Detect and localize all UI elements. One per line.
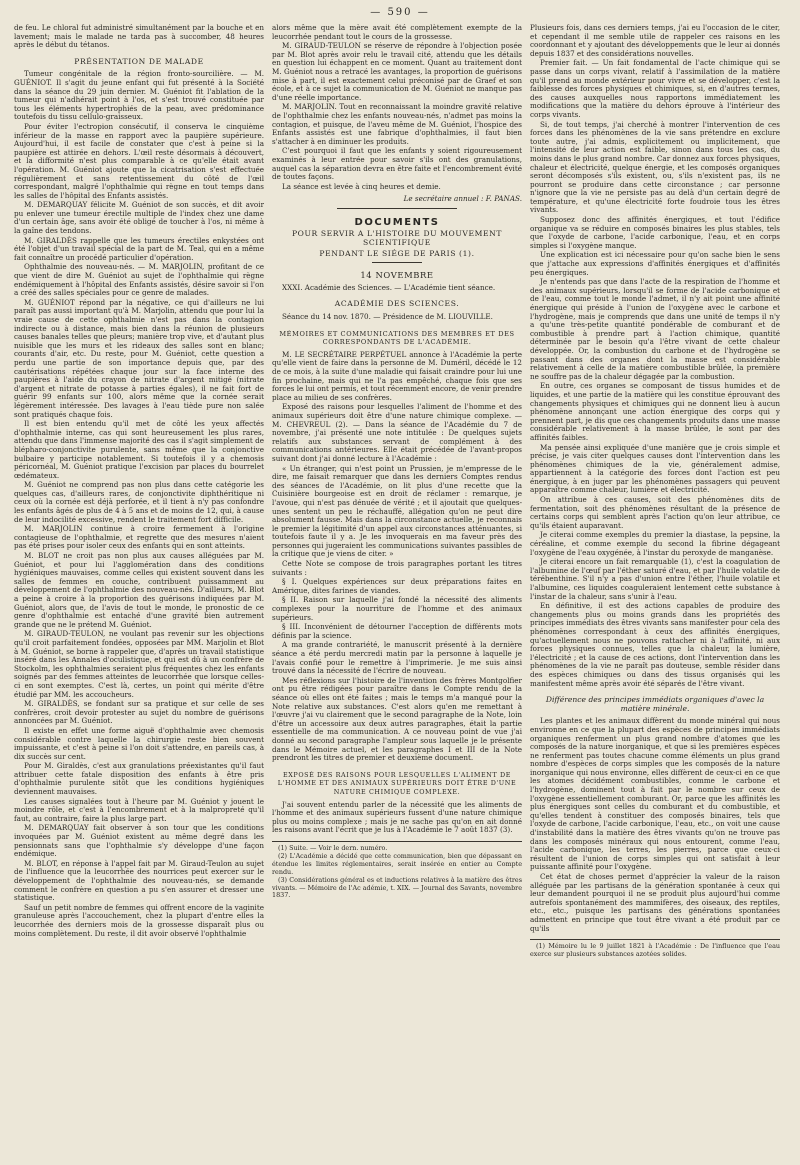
paragraph: M. DEMARQUAY fait observer à son tour que les conditions invoquées par M. Guéniot existent au même degré dans les pensionnats sans que l'ophthalmie s'y développe d'une façon endémique. xyxy=(14,823,264,859)
paragraph: Premier fait. — Un fait fondamental de l'acte chimique qui se passe dans un corps vivant, relatif à l'assimilation de la matière qu'il prend au monde extérieur pour vivre et se développer, c'est la faiblesse des forces physiques et chimiques, si, en d'autres termes, des causes auxquelles nous rapportons immédiatement les modifications que la matière du dehors éprouve à l'intérieur des corps vivants. xyxy=(530,58,780,119)
paragraph: Il est bien entendu qu'il met de côté les yeux affectés d'ophthalmie interne, cas qui sont heureusement les plus rares, attendu que dans l'immense majorité des cas il s'agit simplement de blépharo-conjonctivite purulente, sans même que la conjonctive bulbaire y participe notablement. Si toutefois il y a chemosis péricornéal, M. Guéniot pratique l'excision par places du bourrelet œdémateux. xyxy=(14,419,264,480)
paragraph: M. GUÉNIOT répond par la négative, ce qui d'ailleurs ne lui paraît pas aussi important qu'à M. Marjolin, attendu que pour lui la vraie cause de cette ophthalmie n'est pas dans la contagion indirecte ou à distance, mais bien dans la réunion de plusieurs causes banales telles que pleurs; manière trop vive, et d'autant plus nuisible que les murs et les rideaux des salles sont en blanc; courants d'air, etc. Du reste, pour M. Guéniot, cette question a perdu une partie de son importance depuis que, par des cautérisations répétées chaque jour sur la face interne des paupières à l'aide du crayon de nitrate d'argent mitigé (nitrate d'argent et nitrate de potasse à parties égales), il ne fait fort de guérir 99 enfants sur 100, alors même que la cornée serait légèrement intéressée. Des lavages à l'eau tiède pure non salée sont pratiqués chaque fois. xyxy=(14,297,264,419)
paragraph: Ma pensée ainsi expliquée d'une manière que je crois simple et précise, je vais citer quelques causes dont l'intervention dans les phénomènes chimiques de la vie, généralement admise, appartiennent à la catégorie des forces dont l'action est peu énergique, à en juger par les phénomènes passagers qui peuvent apparaître comme chaleur, lumière et électricité. xyxy=(530,442,780,495)
paragraph: Ophthalmie des nouveau-nés. — M. MARJOLIN, profitant de ce que vient de dire M. Guéniot au sujet de l'ophthalmie qui règne endémiquement à l'hôpital des Enfants assistés, désire savoir si l'on a créé des salles spéciales pour ce genre de malades. xyxy=(14,262,264,298)
paragraph: Sauf un petit nombre de femmes qui offrent encore de la vaginite granuleuse après l'accouchement, chez la plupart d'entre elles la leucorrhée des derniers mois de la grossesse disparaît plus ou moins complètement. Du reste, il dit avoir observé l'ophthalmie xyxy=(14,902,264,938)
paragraph: M. MARJOLIN continue à croire fermement à l'origine contagieuse de l'ophthalmie, et regrette que des mesures n'aient pas été prises pour isoler ceux des enfants qui en sont atteints. xyxy=(14,524,264,551)
paragraph: A ma grande contrariété, le manuscrit présenté à la dernière séance a été perdu mercredi matin par la personne à laquelle je l'avais confié pour le remettre à l'imprimerie. Je me suis ainsi trouvé dans la nécessité de l'écrire de nouveau. xyxy=(272,640,522,676)
paragraph: J'ai souvent entendu parler de la nécessité que les aliments de l'homme et des animaux supérieurs fussent d'une nature chimique plus ou moins complexe ; mais je ne sache pas qu'on en ait donné les raisons avant l'écrit que je lus à l'Académie le 7 août 1837 (3). xyxy=(272,799,522,835)
documents-subtitle: POUR SERVIR A L'HISTOIRE DU MOUVEMENT SCIENTIFIQUE xyxy=(291,229,503,248)
paragraph: M. BLOT, en réponse à l'appel fait par M. Giraud-Teulon au sujet de l'influence que la leucorrhée des nourrices peut exercer sur le développement de l'ophthalmie des nouveau-nés, se demande comment le confrère en question a pu s'en assurer et dresser une statistique. xyxy=(14,858,264,903)
column-1 xyxy=(14,24,264,1154)
paragraph: § II. Raison sur laquelle j'ai fondé la nécessité des aliments complexes pour la nourriture de l'homme et des animaux supérieurs. xyxy=(272,595,522,622)
paragraph: Cette Note se compose de trois paragraphes portant les titres suivants : xyxy=(272,559,522,577)
paragraph: La séance est levée à cinq heures et demie. xyxy=(282,181,441,191)
paragraph: Il existe en effet une forme aiguë d'ophthalmie avec chemosis considérable contre laquelle la chirurgie reste bien souvent impuissante, et c'est à peine si l'on doit s'attendre, en pareils cas, à dix succès sur cent. xyxy=(14,725,264,761)
paragraph: M. MARJOLIN. Tout en reconnaissant la moindre gravité relative de l'ophthalmie chez les enfants nouveau-nés, n'admet pas moins la contagion, et puisque, de l'aveu même de M. Guéniot, l'hospice des Enfants assistés est une fabrique d'ophthalmies, il faut bien s'attacher à en diminuer les produits. xyxy=(272,102,522,146)
footnote: (1) Mémoire lu le 9 juillet 1821 à l'Académie : De l'influence que l'eau exerce sur plusieurs substances azotées solides. xyxy=(530,942,780,958)
paragraph: Je citerai encore un fait remarquable (1), c'est la coagulation de l'albumine de l'œuf par l'éther saturé d'eau, et par l'huile volatile de térébenthine. S'il n'y a pas d'union entre l'éther, l'huile volatile et l'albumine, ces liquides coaguleraient lentement cette substance à l'instar de la chaleur, sans s'unir à l'eau. xyxy=(530,557,780,601)
paragraph: On attribue à ces causes, soit des phénomènes dits de fermentation, soit des phénomènes résultant de la présence de certains corps qui semblent après l'action qu'on leur attribue, ce qu'ils étaient auparavant. xyxy=(530,495,780,530)
paragraph: Une explication est ici nécessaire pour qu'on sache bien le sens que j'attache aux expressions d'affinités énergiques et d'affinités peu énergiques. xyxy=(530,250,780,277)
paragraph: Pour M. Giraldès, c'est aux granulations préexistantes qu'il faut attribuer cette fatale disposition des enfants à être pris d'ophthalmie purulente sitôt que les conditions hygiéniques deviennent mauvaises. xyxy=(14,761,264,797)
paragraph: Pour éviter l'ectropion consécutif, il conserva le cinquième inférieur de la masse en rapport avec la paupière supérieure. Aujourd'hui, il est facile de constater que c'est à peine si la paupière est attirée en dehors. L'œil reste désormais à découvert, et la difformité n'est plus comparable à ce qu'elle était avant l'opération. M. Guéniot ajoute que la cicatrisation s'est effectuée régulièrement et sans retentissement du côté de l'œil correspondant, malgré l'ophthalmie qui règne en tout temps dans les salles de l'hôpital des Enfants assistés. xyxy=(14,121,264,200)
paragraph: En outre, ces organes se composant de tissus humides et de liquides, et une partie de la matière qui les constitue éprouvant des changements physiques et chimiques qui ne donnent lieu à aucun phénomène annonçant une action énergique des corps qui y prennent part, je dis que ces changements produits dans une masse considérable relativement à la masse brûlée, le sont par des affinités faibles. xyxy=(530,381,780,442)
paragraph: Mes réflexions sur l'histoire de l'invention des frères Montgolfier ont pu être rédigées pour paraître dans le Compte rendu de la séance où elles ont été faites ; mais le temps m'a manqué pour la Note relative aux substances. C'est alors qu'en me remettant à l'œuvre j'ai vu clairement que le second paragraphe de la Note, loin d'être un accessoire aux deux autres paragraphes, était la partie essentielle de ma communication. A ce nouveau point de vue j'ai donné au second paragraphe l'ampleur sous laquelle je le présente dans le Mémoire actuel, et les paragraphes I et III de la Note prendront les titres de premier et deuxième document. xyxy=(272,675,522,763)
secretary-signature: Le secrétaire annuel : F. PANAS. xyxy=(403,194,522,204)
documents-title: DOCUMENTS xyxy=(354,216,440,228)
footnotes xyxy=(272,841,522,900)
paragraph: Les causes signalées tout à l'heure par M. Guéniot y jouent le moindre rôle, et c'est à l'encombrement et à la malpropreté qu'il faut, au contraire, faire la plus large part. xyxy=(14,796,264,823)
paragraph: alors même que la mère avait été complètement exempte de la leucorrhée pendant tout le cours de la grossesse. xyxy=(272,24,522,41)
paragraph: § I. Quelques expériences sur deux préparations faites en Amérique, dites farines de viandes. xyxy=(272,577,522,595)
paragraph: M. GIRALDÈS rappelle que les tumeurs érectiles enkystées ont été l'objet d'un travail spécial de la part de M. Teal, qui en a même fait connaître un procédé particulier d'opération. xyxy=(14,235,264,262)
paragraph: Séance du 14 nov. 1870. — Présidence de M. LIOUVILLE. xyxy=(282,312,493,322)
divider xyxy=(337,208,457,209)
text-columns xyxy=(14,24,786,1154)
footnotes xyxy=(530,939,780,958)
paragraph: En définitive, il est des actions capables de produire des changements plus ou moins grands dans les propriétés des principes immédiats des êtres vivants sans manifester pour cela des phénomènes correspondant à ceux des affinités énergiques, qu'actuellement nous ne pouvons rattacher ni à l'affinité, ni aux forces physiques connues, telles que la chaleur, la lumière, l'électricité ; et la cause de ces actions, dont l'intervention dans les phénomènes de la vie ne paraît pas douteuse, semble résider dans des espèces chimiques ou dans des tissus organisés qui les manifestent même après avoir été séparés de l'être vivant. xyxy=(530,601,780,688)
paragraph: Exposé des raisons pour lesquelles l'aliment de l'homme et des animaux supérieurs doit être d'une nature chimique complexe. — M. CHEVREUL (2). — Dans la séance de l'Académie du 7 de novembre, j'ai présenté une note intitulée : De quelques sujets relatifs aux substances servant de complément à des communications antérieures. Elle était précédée de l'avant-propos suivant dont j'ai donné lecture à l'Académie : xyxy=(272,402,522,463)
paragraph: Je citerai comme exemples du premier la diastase, la pepsine, la céréaline, et comme exemple du second la fibrine dégageant l'oxygène de l'eau oxygénée, à l'instar du peroxyde de manganèse. xyxy=(530,530,780,557)
paragraph: M. BLOT ne croit pas non plus aux causes alléguées par M. Guéniot, et pour lui l'agglomération dans des conditions hygiéniques mauvaises, comme celles qui existent souvent dans les salles de femmes en couche, contribuent puissamment au développement de l'ophthalmie des nouveau-nés. D'ailleurs, M. Blot a peine à croire à la proportion des guérisons indiquées par M. Guéniot, alors que, de l'avis de tout le monde, le pronostic de ce genre d'ophthalmie est entaché d'une gravité bien autrement grande que ne le prétend M. Guéniot. xyxy=(14,551,264,629)
paragraph: Si, de tout temps, j'ai cherché à montrer l'intervention de ces forces dans les phénomènes de la vie sans prétendre en exclure toute autre, j'ai admis, explicitement ou implicitement, que l'intensité de leur action est faible, sinon dans tous les cas, du moins dans le plus grand nombre. Car donnez aux forces physiques, chaleur et électricité, quelque énergie, et les composés organiques seront décomposés s'ils existent, ou, s'ils n'existent pas, ils ne pourront se produire dans cette circonstance ; car personne n'ignore que la vie ne persiste pas au delà d'un certain degré de température, et qu'une électricité forte foudroie tous les êtres vivants. xyxy=(530,119,780,215)
column-3 xyxy=(530,24,780,1154)
paragraph: M. GIRAUD-TEULON, ne voulant pas revenir sur les objections qu'il croit parfaitement fondées, opposées par MM. Marjolin et Blot à M. Guéniot, se borne à rappeler que, d'après un travail statistique inséré dans les Annales d'oculistique, et qui est dû à un confrère de Stockolm, les ophthalmies seraient plus fréquentes chez les enfants soignés par des femmes atteintes de leucorrhée que lorsque celles-ci en sont exemptes. C'est là, certes, un point qui mérite d'être étudié par MM. les accoucheurs. xyxy=(14,629,264,699)
paragraph: « Un étranger, qui n'est point un Prussien, je m'empresse de le dire, me faisait remarquer que dans les derniers Comptes rendus des séances de l'Académie, on lit plus d'une recette que la Cuisinière bourgeoise est en droit de réclamer : remarque, je l'avoue, qui n'est pas dénuée de vérité ; et il ajoutait que quelques-unes sentent un peu le réchauffé, allégation qu'on ne peut dire absolument fausse. Mais dans la circonstance actuelle, je reconnais le premier la légitimité d'un appel aux circonstances atténuantes, si toutefois faute il y a. Je les invoquerais en ma faveur près des personnes qui jugeraient les communications suivantes passibles de la critique que je viens de citer. » xyxy=(272,463,522,559)
page-number: — 590 — xyxy=(370,7,430,18)
paragraph: M. GIRALDÈS, se fondant sur sa pratique et sur celle de ses confrères, croit devoir protester au sujet du nombre de guérisons annoncées par M. Guéniot. xyxy=(14,699,264,726)
paragraph: Les plantes et les animaux diffèrent du monde minéral qui nous environne en ce que la plupart des espèces de principes immédiats organiques renferment un plus grand nombre d'atomes que les composés de la nature inorganique, et que si les premières espèces ne renferment pas toutes chacune comme éléments un plus grand nombre d'espèces de corps simples que les composés de la nature inorganique qui nous environne, elles diffèrent de ceux-ci en ce que les atomes décidément combustibles, comme le carbone et l'hydrogène, dominent tout à fait par le nombre sur ceux de l'oxygène essentiellement comburant. Or, parce que les affinités les plus énergiques sont celles du comburant et du combustible, et qu'elles tendent à constituer des composés binaires, tels que l'oxyde de carbone, l'acide carbonique, l'eau, etc., on voit une cause d'instabilité dans la matière des êtres vivants qu'on ne trouve pas dans les composés minéraux qui nous entourent, comme l'eau, l'acide carbonique, les terres, les pierres, parce que ceux-ci résultent de l'union de corps simples qui ont satisfait à leur puissante affinité pour l'oxygène. xyxy=(530,716,780,872)
paragraph: Je n'entends pas que dans l'acte de la respiration de l'homme et des animaux supérieurs, lorsqu'il se forme de l'acide carbonique et de l'eau, comme tout le monde l'admet, il n'y ait point une affinité énergique qui préside à l'union de l'oxygène avec le carbone et l'hydrogène, mais je comprends que dans une unité de temps il n'y a qu'une très-petite quantité pondérable de comburant et de combustible à prendre part à l'action chimique, quantité déterminée par le besoin qu'a l'être vivant de cette chaleur développée. Or, la combustion du carbone et de l'hydrogène se passant dans des organes dont la masse est considérable relativement à celle de la matière combustible brûlée, la première ne souffre pas de la chaleur dégagée par la combustion. xyxy=(530,277,780,381)
paragraph: Supposez donc des affinités énergiques, et tout l'édifice organique va se réduire en composés binaires les plus stables, tels que l'oxyde de carbone, l'acide carbonique, l'eau, et en corps simples si l'oxygène manque. xyxy=(530,215,780,250)
paragraph: Cet état de choses permet d'apprécier la valeur de la raison alléguée par les partisans de la génération spontanée à ceux qui leur demandent pourquoi il ne se produit plus aujourd'hui comme autrefois spontanément des mammifères, des oiseaux, des reptiles, etc., etc., puisque les partisans des générations spontanées admettent en principe que tout être vivant a été produit par ce qu'ils xyxy=(530,872,780,933)
subheading: Différence des principes immédiats organiques d'avec la matière minérale. xyxy=(545,695,765,713)
section-title: PRÉSENTATION DE MALADE xyxy=(74,56,204,66)
paragraph: M. Guéniot ne comprend pas non plus dans cette catégorie les quelques cas, d'ailleurs rares, de conjonctivite diphthéritique ni ceux où la cornée est déjà perforée, et il tient à n'y pas confondre les enfants âgés de plus de 4 à 5 ans et de moins de 12, qui, à cause de leur indocilité excessive, rendent le traitement fort difficile. xyxy=(14,480,264,524)
paragraph: § III. Inconvénient de détourner l'acception de différents mots définis par la science. xyxy=(272,622,522,640)
column-2 xyxy=(272,24,522,1154)
paragraph: XXXI. Académie des Sciences. — L'Académie tient séance. xyxy=(282,282,496,292)
paragraph: Plusieurs fois, dans ces derniers temps, j'ai eu l'occasion de le citer, et cependant il me semble utile de rappeler ces raisons en les coordonnant et y ajoutant des développements que le leur ai donnés depuis 1837 et des considérations nouvelles. xyxy=(530,24,780,58)
memoirs-heading: MÉMOIRES ET COMMUNICATIONS DES MEMBRES ET DES CORRESPONDANTS DE L'ACADÉMIE. xyxy=(279,329,515,347)
paragraph: M. GIRAUD-TEULON se réserve de répondre à l'objection posée par M. Blot après avoir relu le travail cité, attendu que les détails en question lui échappent en ce moment. Quant au traitement dont M. Guéniot nous a retracé les avantages, la proportion de guérisons mise à part, il est exactement celui préconisé par de Graef et son école, et à ce sujet la communication de M. Guéniot ne manque pas d'une réelle importance. xyxy=(272,41,522,102)
paragraph: de feu. Le chloral fut administré simultanément par la bouche et en lavement; mais le malade ne tarda pas à succomber, 48 heures après le début du tétanos. xyxy=(14,24,264,50)
date-heading: 14 NOVEMBRE xyxy=(360,270,434,281)
documents-subtitle-2: PENDANT LE SIÉGE DE PARIS (1). xyxy=(319,248,475,258)
academy-heading: ACADÉMIE DES SCIENCES. xyxy=(334,299,460,309)
footnote: (2) L'Académie a décidé que cette communication, bien que dépassant en étendue les limites réglementaires, serait insérée en entier au Compte rendu. xyxy=(272,852,522,876)
paragraph: M. DEMARQUAY félicite M. Guéniot de son succès, et dit avoir pu enlever une tumeur érectile multiple de l'index chez une dame d'un certain âge, sans avoir été obligé de toucher à l'os, ni même à la gaîne des tendons. xyxy=(14,200,264,236)
paragraph: M. LE SECRÉTAIRE PERPÉTUEL annonce à l'Académie la perte qu'elle vient de faire dans la personne de M. Duméril, décédé le 12 de ce mois, à la suite d'une maladie qui faisait craindre pour lui une fin prochaine, mais qui ne l'a pas empêché, chaque fois que ses forces le lui ont permis, et tout récemment encore, de venir prendre place au milieu de ses confrères. xyxy=(272,349,522,402)
paragraph: Tumeur congénitale de la région fronto-sourcilière. — M. GUÉNIOT. Il s'agit du jeune enfant qui fut présenté à la Société dans la séance du 29 juin dernier. M. Guéniot fit l'ablation de la tumeur qui n'adhérait point à l'os, et s'est trouvé constituée par tous les éléments hypertrophiés de la peau, avec prédominance toutefois du tissu cellulo-graisseux. xyxy=(14,69,264,122)
divider xyxy=(372,262,422,263)
footnote: (3) Considérations général es et inductions relatives à la matière des êtres vivants. — Mémoire de l'Ac adémie, t. XIX. — Journal des Savants, novembre 1837. xyxy=(272,876,522,900)
paragraph: C'est pourquoi il faut que les enfants y soient rigoureusement examinés à leur entrée pour savoir s'ils ont des granulations, auquel cas la séparation devra en être faite et l'encombrement évité de toutes façons. xyxy=(272,146,522,182)
footnote: (1) Suite. — Voir le dern. numéro. xyxy=(278,843,388,852)
expose-heading: EXPOSÉ DES RAISONS POUR LESQUELLES L'ALIMENT DE L'HOMME ET DES ANIMAUX SUPÉRIEURS DOIT ÊTRE D'UNE NATURE CHIMIQUE COMPLEXE. xyxy=(277,770,517,796)
